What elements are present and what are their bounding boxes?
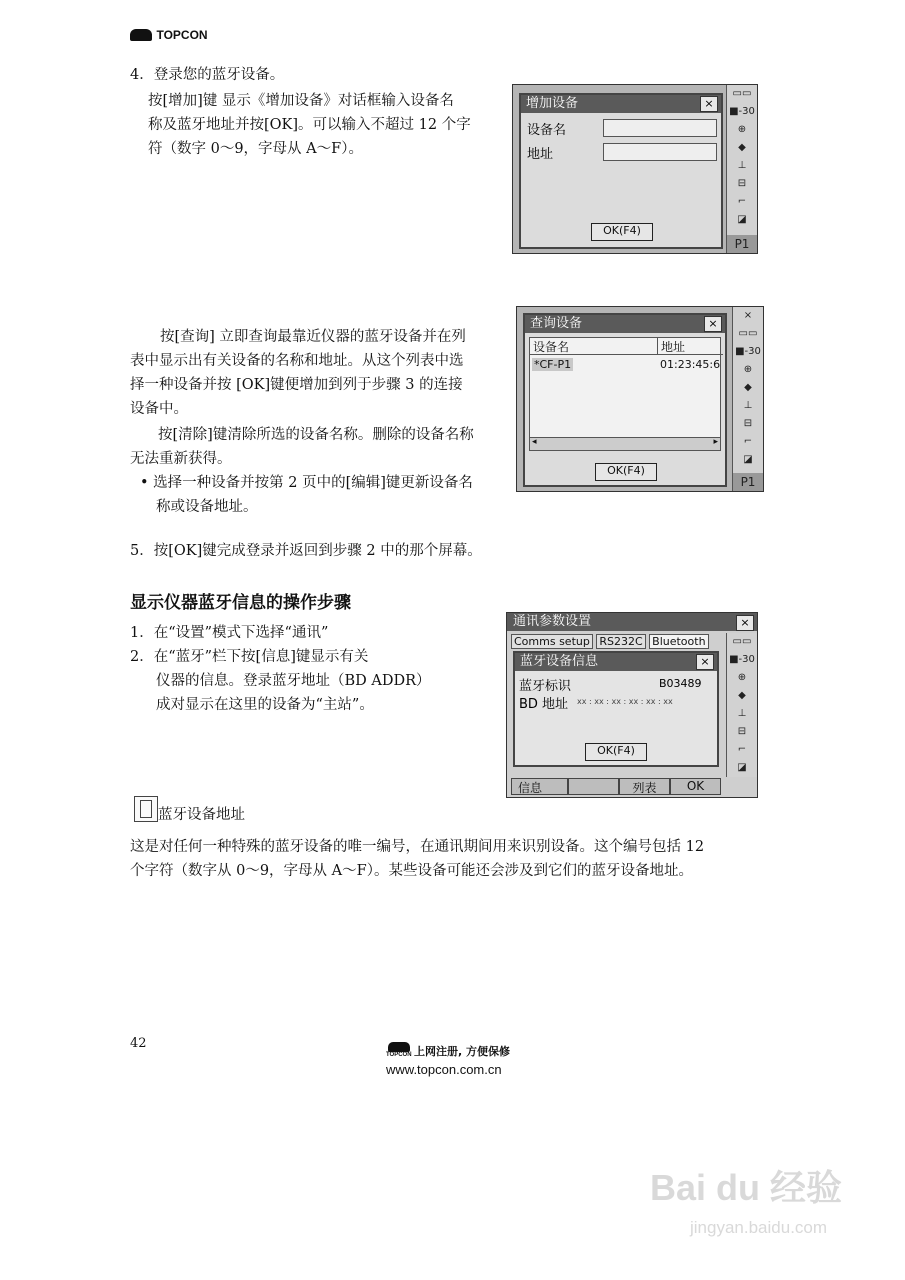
step4-line: 符（数字 0～9，字母从 A～F）。 xyxy=(148,141,363,157)
address-label: 地址 xyxy=(527,147,554,162)
input-mode-icon: ⌐ xyxy=(737,744,747,755)
ok-button[interactable]: OK(F4) xyxy=(585,743,647,761)
section-line: 2．在“蓝牙”栏下按[信息]键显示有关 xyxy=(130,649,369,665)
close-button[interactable]: × xyxy=(736,615,754,631)
battery-icon: ▭▭ xyxy=(732,88,752,99)
step4-line: 称及蓝牙地址并按[OK]。可以输入不超过 12 个字 xyxy=(148,117,471,133)
query-line: 设备中。 xyxy=(130,401,188,417)
topcon-mark-icon xyxy=(130,29,152,41)
device-name-field[interactable] xyxy=(603,119,717,137)
close-icon[interactable]: × xyxy=(743,310,753,321)
battery-icon: ▭▭ xyxy=(738,328,758,339)
laser-icon: ◆ xyxy=(744,382,752,393)
bd-address-value: xx : xx : xx : xx : xx : xx xyxy=(577,697,673,706)
scroll-right-icon[interactable]: ▸ xyxy=(713,437,718,447)
topcon-logo xyxy=(130,26,208,44)
laser-icon: ◆ xyxy=(738,690,746,701)
topcon-mark-icon xyxy=(388,1042,410,1052)
input-mode-icon: ⌐ xyxy=(743,436,753,447)
softkey-ok[interactable]: OK xyxy=(670,778,721,795)
memory-icon: ◪ xyxy=(737,762,747,773)
device-name-label: 设备名 xyxy=(527,123,567,138)
outer-title: 通讯参数设置 xyxy=(507,613,757,631)
footer-url: www.topcon.com.cn xyxy=(386,1062,502,1077)
prism-constant-icon: ■-30 xyxy=(729,654,755,665)
comms-icon: ⊟ xyxy=(737,726,747,737)
device-row-address: 01:23:45:6 xyxy=(660,358,720,371)
tab-bar xyxy=(511,635,709,651)
device-list[interactable] xyxy=(529,337,721,451)
baidu-watermark-url: jingyan.baidu.com xyxy=(690,1218,828,1237)
query-device-screenshot xyxy=(516,306,764,492)
softkey-empty[interactable] xyxy=(568,778,619,795)
address-field[interactable] xyxy=(603,143,717,161)
dialog-title: 增加设备 xyxy=(521,95,721,113)
add-device-dialog xyxy=(519,93,723,249)
tab-comms-setup[interactable]: Comms setup xyxy=(511,634,593,649)
tab-bluetooth[interactable]: Bluetooth xyxy=(649,634,708,649)
target-icon: ⊕ xyxy=(743,364,753,375)
bt-id-label: 蓝牙标识 xyxy=(519,679,572,694)
battery-icon: ▭▭ xyxy=(732,636,752,647)
softkey-bar xyxy=(511,778,721,795)
clear-line: 无法重新获得。 xyxy=(130,451,232,467)
prism-constant-icon: ■-30 xyxy=(729,106,755,117)
comms-icon: ⊟ xyxy=(743,418,753,429)
section-line: 成对显示在这里的设备为“主站”。 xyxy=(156,697,374,713)
baidu-watermark: Bai du 经验 xyxy=(650,1167,843,1208)
input-mode-icon: ⌐ xyxy=(737,196,747,207)
dialog-title: 蓝牙设备信息 xyxy=(515,653,717,671)
tilt-icon: ⊥ xyxy=(737,160,747,171)
column-header-address[interactable]: 地址 xyxy=(658,338,723,355)
bd-address-label: BD 地址 xyxy=(519,697,569,712)
bluetooth-info-screenshot xyxy=(506,612,758,798)
query-line: 择一种设备并按 [OK]键便增加到列于步骤 3 的连接 xyxy=(130,377,463,393)
comms-icon: ⊟ xyxy=(737,178,747,189)
step4-line: 按[增加]键 显示《增加设备》对话框输入设备名 xyxy=(148,93,454,109)
memory-icon: ◪ xyxy=(737,214,747,225)
header-brand: TOPCON xyxy=(156,27,208,42)
ok-button[interactable]: OK(F4) xyxy=(595,463,657,481)
side-icon-bar xyxy=(726,85,757,253)
target-icon: ⊕ xyxy=(737,124,747,135)
close-button[interactable]: × xyxy=(696,654,714,670)
section-line: 1．在“设置”模式下选择“通讯” xyxy=(130,625,329,641)
scroll-left-icon[interactable]: ◂ xyxy=(532,437,537,447)
laser-icon: ◆ xyxy=(738,142,746,153)
ok-button[interactable]: OK(F4) xyxy=(591,223,653,241)
note-line: 这是对任何一种特殊的蓝牙设备的唯一编号，在通讯期间用来识别设备。这个编号包括 12 xyxy=(130,839,705,855)
side-icon-bar xyxy=(726,633,757,777)
page-indicator[interactable]: P1 xyxy=(727,235,757,253)
note-line: 个字符（数字从 0～9，字母从 A～F）。某些设备可能还会涉及到它们的蓝牙设备地址。 xyxy=(130,863,693,879)
query-device-dialog xyxy=(523,313,727,487)
horizontal-scrollbar[interactable] xyxy=(530,437,720,450)
footer-brand: TOPCON xyxy=(386,1052,412,1058)
tilt-icon: ⊥ xyxy=(743,400,753,411)
bt-id-value: B03489 xyxy=(659,677,702,690)
column-header-name[interactable]: 设备名 xyxy=(530,338,658,355)
tilt-icon: ⊥ xyxy=(737,708,747,719)
memory-icon: ◪ xyxy=(743,454,753,465)
section-title: 显示仪器蓝牙信息的操作步骤 xyxy=(130,593,351,613)
target-icon: ⊕ xyxy=(737,672,747,683)
note-icon xyxy=(134,796,158,822)
page-indicator[interactable]: P1 xyxy=(733,473,763,491)
page-number: 42 xyxy=(130,1036,147,1051)
close-button[interactable]: × xyxy=(700,96,718,112)
bullet-line: 称或设备地址。 xyxy=(156,499,258,515)
step5-line: 5．按[OK]键完成登录并返回到步骤 2 中的那个屏幕。 xyxy=(130,543,482,559)
device-row-name[interactable]: *CF-P1 xyxy=(534,358,572,371)
side-icon-bar xyxy=(732,307,763,491)
query-line: 表中显示出有关设备的名称和地址。从这个列表中选 xyxy=(130,353,464,369)
softkey-list[interactable]: 列表 xyxy=(619,778,670,795)
add-device-screenshot xyxy=(512,84,758,254)
close-button[interactable]: × xyxy=(704,316,722,332)
softkey-info[interactable]: 信息 xyxy=(511,778,568,795)
bluetooth-info-dialog xyxy=(513,651,719,767)
bullet-line: • 选择一种设备并按第 2 页中的[编辑]键更新设备名 xyxy=(140,475,473,491)
clear-line: 按[清除]键清除所选的设备名称。删除的设备名称 xyxy=(158,427,474,443)
section-line: 仪器的信息。登录蓝牙地址（BD ADDR） xyxy=(156,673,431,689)
prism-constant-icon: ■-30 xyxy=(735,346,761,357)
footer-slogan: 上网注册, 方便保修 xyxy=(414,1045,511,1058)
step4-heading: 4．登录您的蓝牙设备。 xyxy=(130,67,285,83)
footer-logo xyxy=(386,1040,526,1084)
query-line: 按[查询] 立即查询最靠近仪器的蓝牙设备并在列 xyxy=(160,329,466,345)
dialog-title: 查询设备 xyxy=(525,315,725,333)
note-title: 蓝牙设备地址 xyxy=(158,807,245,823)
tab-rs232c[interactable]: RS232C xyxy=(596,634,645,649)
